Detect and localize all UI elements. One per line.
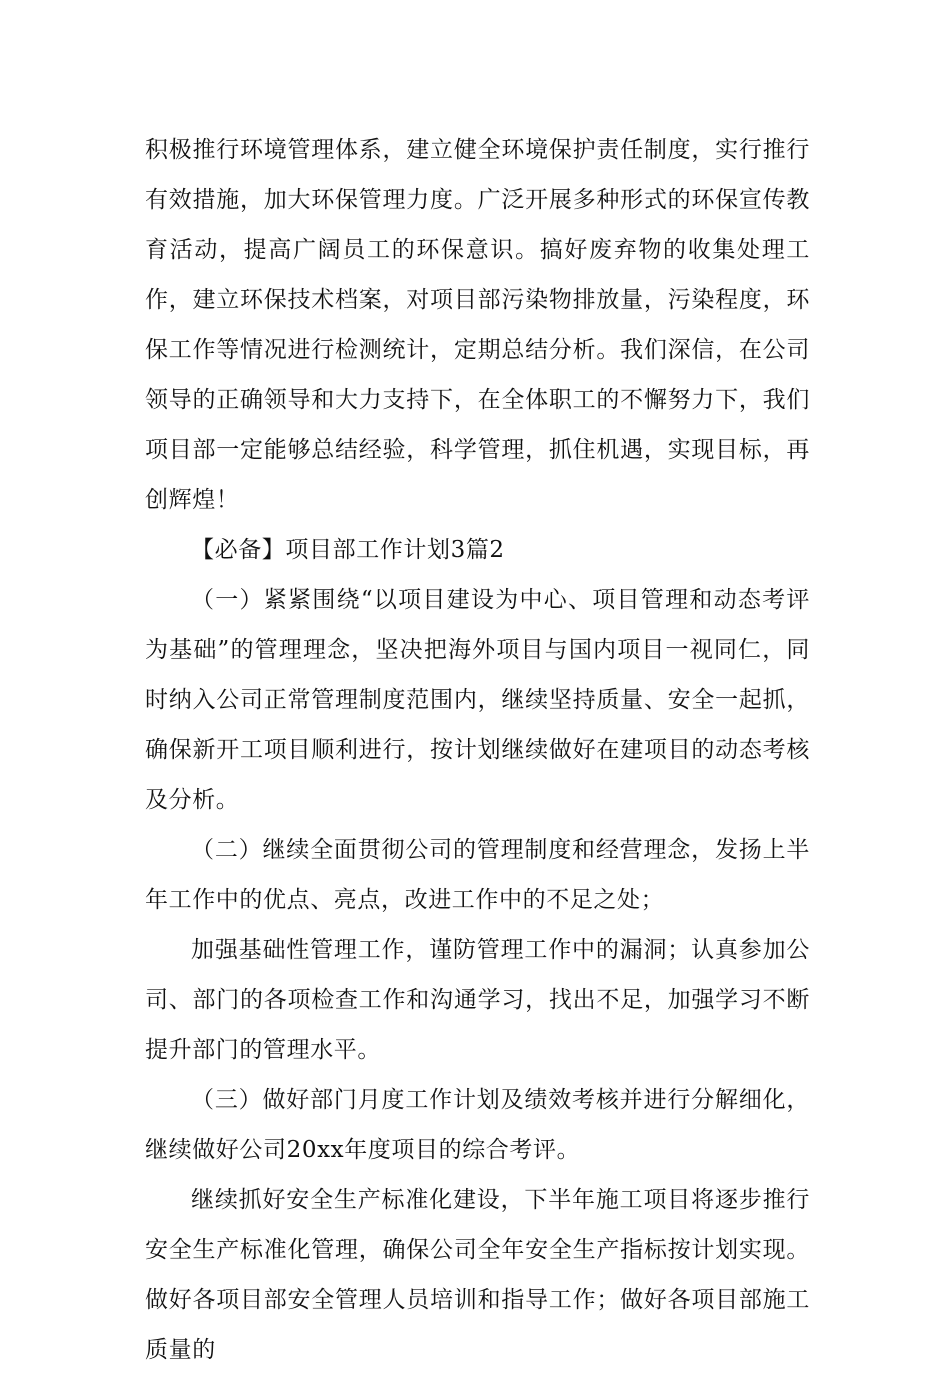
document-body xyxy=(145,125,810,1375)
paragraph-item-three: （三）做好部门月度工作计划及绩效考核并进行分解细化，继续做好公司20xx年度项目的综合考评。 xyxy=(145,1087,810,1163)
paragraph-item-two: （二）继续全面贯彻公司的管理制度和经营理念，发扬上半年工作中的优点、亮点，改进工作中的不足之处； xyxy=(145,837,810,913)
paragraph-basic-management: 加强基础性管理工作，谨防管理工作中的漏洞；认真参加公司、部门的各项检查工作和沟通学习，找出不足，加强学习不断提升部门的管理水平。 xyxy=(145,937,810,1063)
paragraph-environment-management: 积极推行环境管理体系，建立健全环境保护责任制度，实行推行有效措施，加大环保管理力度。广泛开展多种形式的环保宣传教育活动，提高广阔员工的环保意识。搞好废弃物的收集处理工作，建立环保技术档案，对项目部污染物排放量，污染程度，环保工作等情况进行检测统计，定期总结分析。我们深信，在公司领导的正确领导和大力支持下，在全体职工的不懈努力下，我们项目部一定能够总结经验，科学管理，抓住机遇，实现目标，再创辉煌！ xyxy=(145,137,810,513)
paragraph-item-one: （一）紧紧围绕“以项目建设为中心、项目管理和动态考评为基础”的管理理念，坚决把海外项目与国内项目一视同仁，同时纳入公司正常管理制度范围内，继续坚持质量、安全一起抓，确保新开工项目顺利进行，按计划继续做好在建项目的动态考核及分析。 xyxy=(145,587,810,813)
paragraph-safety-standardization: 继续抓好安全生产标准化建设，下半年施工项目将逐步推行安全生产标准化管理，确保公司全年安全生产指标按计划实现。做好各项目部安全管理人员培训和指导工作；做好各项目部施工质量的 xyxy=(145,1187,810,1363)
section-heading: 【必备】项目部工作计划3篇2 xyxy=(191,537,505,563)
